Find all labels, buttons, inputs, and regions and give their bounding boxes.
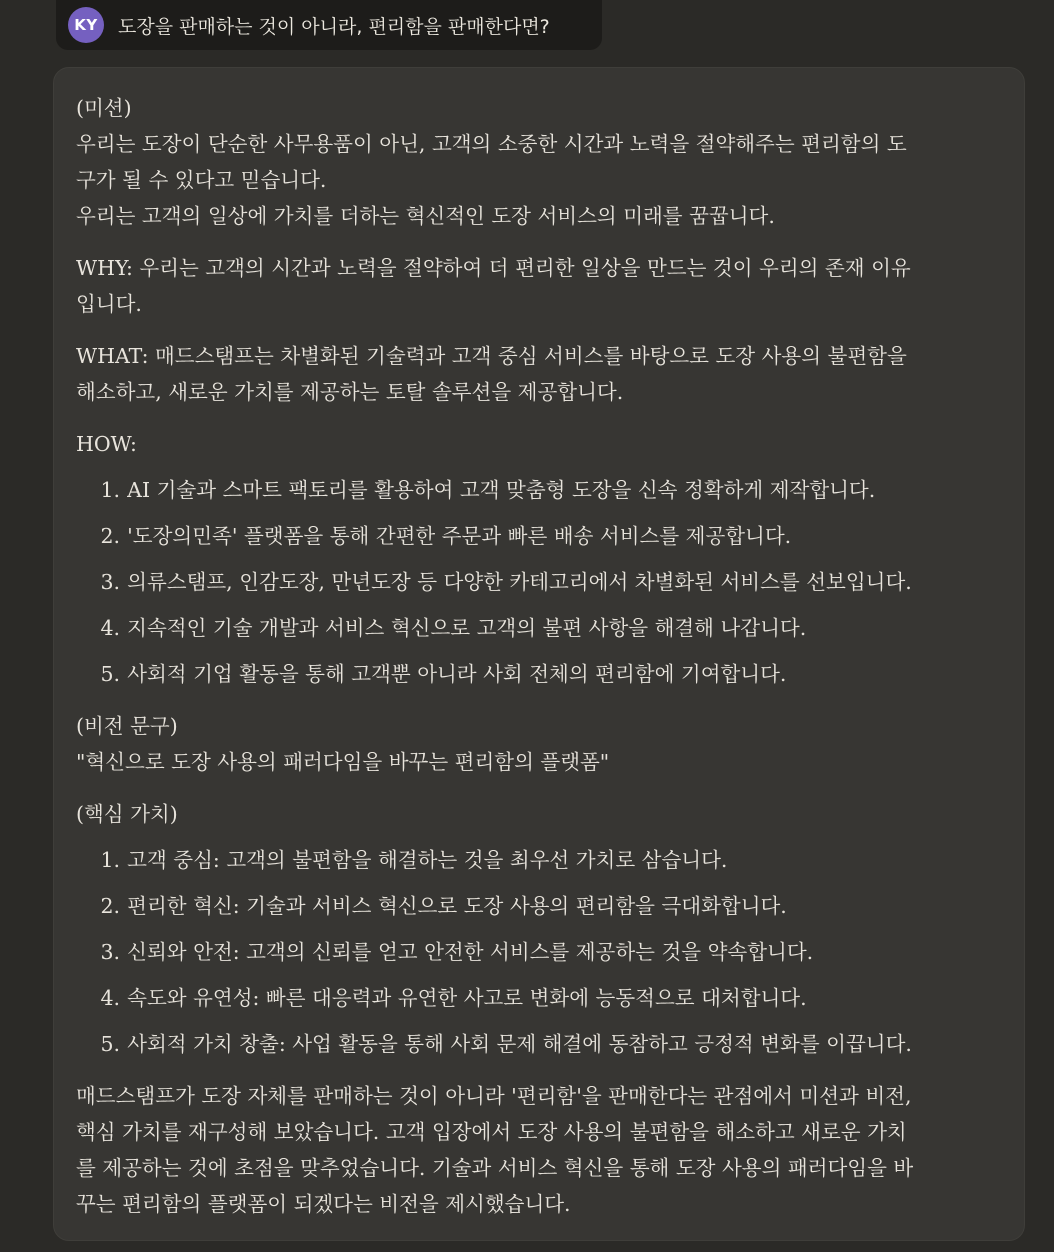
list-item-text: 속도와 유연성: 빠른 대응력과 유연한 사고로 변화에 능동적으로 대처합니다.	[127, 986, 807, 1010]
what-line-1: WHAT: 매드스탬프는 차별화된 기술력과 고객 중심 서비스를 바탕으로 도장 사용의 불편함을	[76, 344, 907, 368]
list-item	[76, 980, 1000, 1016]
mission-heading: (미션)	[76, 96, 132, 120]
why-line-2: 입니다.	[76, 292, 142, 316]
user-avatar[interactable]: KY	[68, 7, 104, 43]
list-item	[76, 842, 1000, 878]
list-item-number: 5.	[100, 662, 120, 686]
summary-line-1: 매드스탬프가 도장 자체를 판매하는 것이 아니라 '편리함'을 판매한다는 관점에서 미션과 비전,	[76, 1084, 912, 1108]
summary-line-4: 꾸는 편리함의 플랫폼이 되겠다는 비전을 제시했습니다.	[76, 1192, 571, 1216]
list-item	[76, 564, 1000, 600]
mission-line-2: 구가 될 수 있다고 믿습니다.	[76, 168, 327, 192]
list-item-number: 2.	[100, 894, 120, 918]
vision-heading: (비전 문구)	[76, 714, 178, 738]
user-message	[56, 0, 602, 50]
list-item-text: 사회적 가치 창출: 사업 활동을 통해 사회 문제 해결에 동참하고 긍정적 변화를 이끕니다.	[127, 1032, 912, 1056]
list-item-number: 4.	[100, 986, 120, 1010]
list-item-number: 1.	[100, 478, 120, 502]
list-item-number: 4.	[100, 616, 120, 640]
list-item	[76, 888, 1000, 924]
how-list	[76, 472, 1000, 692]
list-item-text: '도장의민족' 플랫폼을 통해 간편한 주문과 빠른 배송 서비스를 제공합니다.	[127, 524, 792, 548]
values-heading: (핵심 가치)	[76, 802, 178, 826]
list-item-text: 신뢰와 안전: 고객의 신뢰를 얻고 안전한 서비스를 제공하는 것을 약속합니다.	[127, 940, 814, 964]
summary-line-3: 를 제공하는 것에 초점을 맞추었습니다. 기술과 서비스 혁신을 통해 도장 사용의 패러다임을 바	[76, 1156, 914, 1180]
assistant-response	[53, 67, 1025, 1241]
list-item-text: AI 기술과 스마트 팩토리를 활용하여 고객 맞춤형 도장을 신속 정확하게 제작합니다.	[127, 478, 876, 502]
list-item-number: 5.	[100, 1032, 120, 1056]
values-list	[76, 842, 1000, 1062]
list-item	[76, 656, 1000, 692]
list-item-text: 고객 중심: 고객의 불편함을 해결하는 것을 최우선 가치로 삼습니다.	[127, 848, 728, 872]
how-heading: HOW:	[76, 432, 137, 456]
why-line-1: WHY: 우리는 고객의 시간과 노력을 절약하여 더 편리한 일상을 만드는 것이 우리의 존재 이유	[76, 256, 911, 280]
list-item	[76, 934, 1000, 970]
list-item	[76, 1026, 1000, 1062]
list-item-text: 의류스탬프, 인감도장, 만년도장 등 다양한 카테고리에서 차별화된 서비스를 선보입니다.	[127, 570, 912, 594]
mission-line-3: 우리는 고객의 일상에 가치를 더하는 혁신적인 도장 서비스의 미래를 꿈꿉니다.	[76, 204, 775, 228]
list-item-number: 2.	[100, 524, 120, 548]
what-line-2: 해소하고, 새로운 가치를 제공하는 토탈 솔루션을 제공합니다.	[76, 380, 624, 404]
mission-line-1: 우리는 도장이 단순한 사무용품이 아닌, 고객의 소중한 시간과 노력을 절약해주는 편리함의 도	[76, 132, 907, 156]
user-message-text: 도장을 판매하는 것이 아니라, 편리함을 판매한다면?	[118, 15, 550, 38]
list-item	[76, 472, 1000, 508]
list-item-text: 지속적인 기술 개발과 서비스 혁신으로 고객의 불편 사항을 해결해 나갑니다.	[127, 616, 807, 640]
list-item-number: 3.	[100, 570, 120, 594]
list-item-text: 편리한 혁신: 기술과 서비스 혁신으로 도장 사용의 편리함을 극대화합니다.	[127, 894, 787, 918]
list-item	[76, 610, 1000, 646]
list-item-number: 3.	[100, 940, 120, 964]
vision-text: "혁신으로 도장 사용의 패러다임을 바꾸는 편리함의 플랫폼"	[76, 750, 610, 774]
list-item	[76, 518, 1000, 554]
summary-line-2: 핵심 가치를 재구성해 보았습니다. 고객 입장에서 도장 사용의 불편함을 해소하고 새로운 가치	[76, 1120, 907, 1144]
list-item-text: 사회적 기업 활동을 통해 고객뿐 아니라 사회 전체의 편리함에 기여합니다.	[127, 662, 787, 686]
list-item-number: 1.	[100, 848, 120, 872]
